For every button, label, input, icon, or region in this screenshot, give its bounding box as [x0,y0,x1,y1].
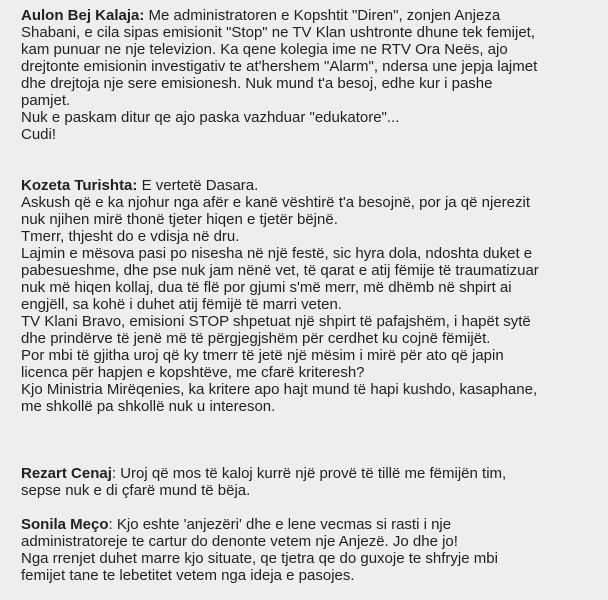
comment-line: dhe drejtoja nje sere emisionesh. Nuk mund t'a besoj, edhe kur i pashe [21,75,493,92]
comment-line: dhe prindërve të jenë më të përgjegjshëm për cerdhet ku cojnë fëmijët. [21,330,491,347]
comment-line: engjëll, sa kohë i duhet atij fëmijë të marri veten. [21,296,342,313]
comment-aulon [21,7,596,143]
comment-text: Me administratoren e Kopshtit "Diren", zonjen Anjeza [144,7,501,24]
comment-line: pamjet. [21,92,71,109]
comment-line: administratoreje te cartur do denonte vetem nje Anjezë. Jo dhe jo! [21,533,458,550]
comment-line: drejtonte emisionin investigativ te at'hershem "Alarm", ndersa une jepja lajmet [21,58,538,75]
comment-line: Tmerr, thjesht do e vdisja në dru. [21,228,240,245]
comment-kozeta [21,177,596,415]
comment-line [21,516,596,533]
comment-author[interactable]: Rezart Cenaj [21,465,112,482]
comment-line [21,7,596,24]
comment-line: Shabani, e cila sipas emisionit "Stop" ne TV Klan ushtronte dhune tek femijet, [21,24,535,41]
comment-line: Kjo Ministria Mirëqenies, ka kritere apo hajt mund të hapi kushdo, kasaphane, [21,381,538,398]
comment-author[interactable]: Kozeta Turishta: [21,177,138,194]
comment-line: Lajmin e mësova pasi po nisesha në një festë, sic hyra dola, ndoshta duket e [21,245,533,262]
comment-line: Askush që e ka njohur nga afër e kanë vështirë t'a besojnë, por ja që njerezit [21,194,531,211]
comment-sonila [21,516,596,584]
comment-line: kam punuar ne nje televizion. Ka qene kolegia ime ne RTV Ora Neës, ajo [21,41,508,58]
comment-line: nuk njihen mirë thonë tjeter hiqen e tjetër bëjnë. [21,211,338,228]
comment-line: pabesueshme, dhe pse nuk jam nënë vet, të qarat e atij fëmije të traumatizuar [21,262,539,279]
comment-line [21,465,596,482]
comment-line: Nga rrenjet duhet marre kjo situate, qe tjetra qe do guxoje te shfryje mbi [21,550,498,567]
comment-text: : Uroj që mos të kaloj kurrë një provë të tillë me fëmijën tim, [111,465,507,482]
comment-line: Por mbi të gjitha uroj që ky tmerr të jetë një mësim i mirë për ato që japin [21,347,504,364]
comment-line: TV Klani Bravo, emisioni STOP shpetuat një shpirt të pafajshëm, i hapët sytë [21,313,531,330]
comment-rezart [21,465,596,499]
comment-text: : Kjo eshte 'anjezëri' dhe e lene vecmas si rasti i nje [108,516,452,533]
comment-line: femijet tane te lebetitet vetem nga ideja e pasojes. [21,567,355,584]
comment-line [21,177,596,194]
comment-line: licenca për hapjen e kopshtëve, me cfarë kriteresh? [21,364,365,381]
comment-line: me shkollë pa shkollë nuk u intereson. [21,398,276,415]
comment-author[interactable]: Sonila Meço [21,516,109,533]
comment-line: sepse nuk e di çfarë mund të bëja. [21,482,251,499]
comment-line: Cudi! [21,126,57,143]
comment-line: nuk më hiqen kollaj, dua të flë por gjumi s'më merr, më dhëmb në shpirt ai [21,279,512,296]
comment-text: E vertetë Dasara. [137,177,259,194]
comment-author[interactable]: Aulon Bej Kalaja: [21,7,145,24]
comment-line: Nuk e paskam ditur qe ajo paska vazhduar "edukatore"... [21,109,400,126]
